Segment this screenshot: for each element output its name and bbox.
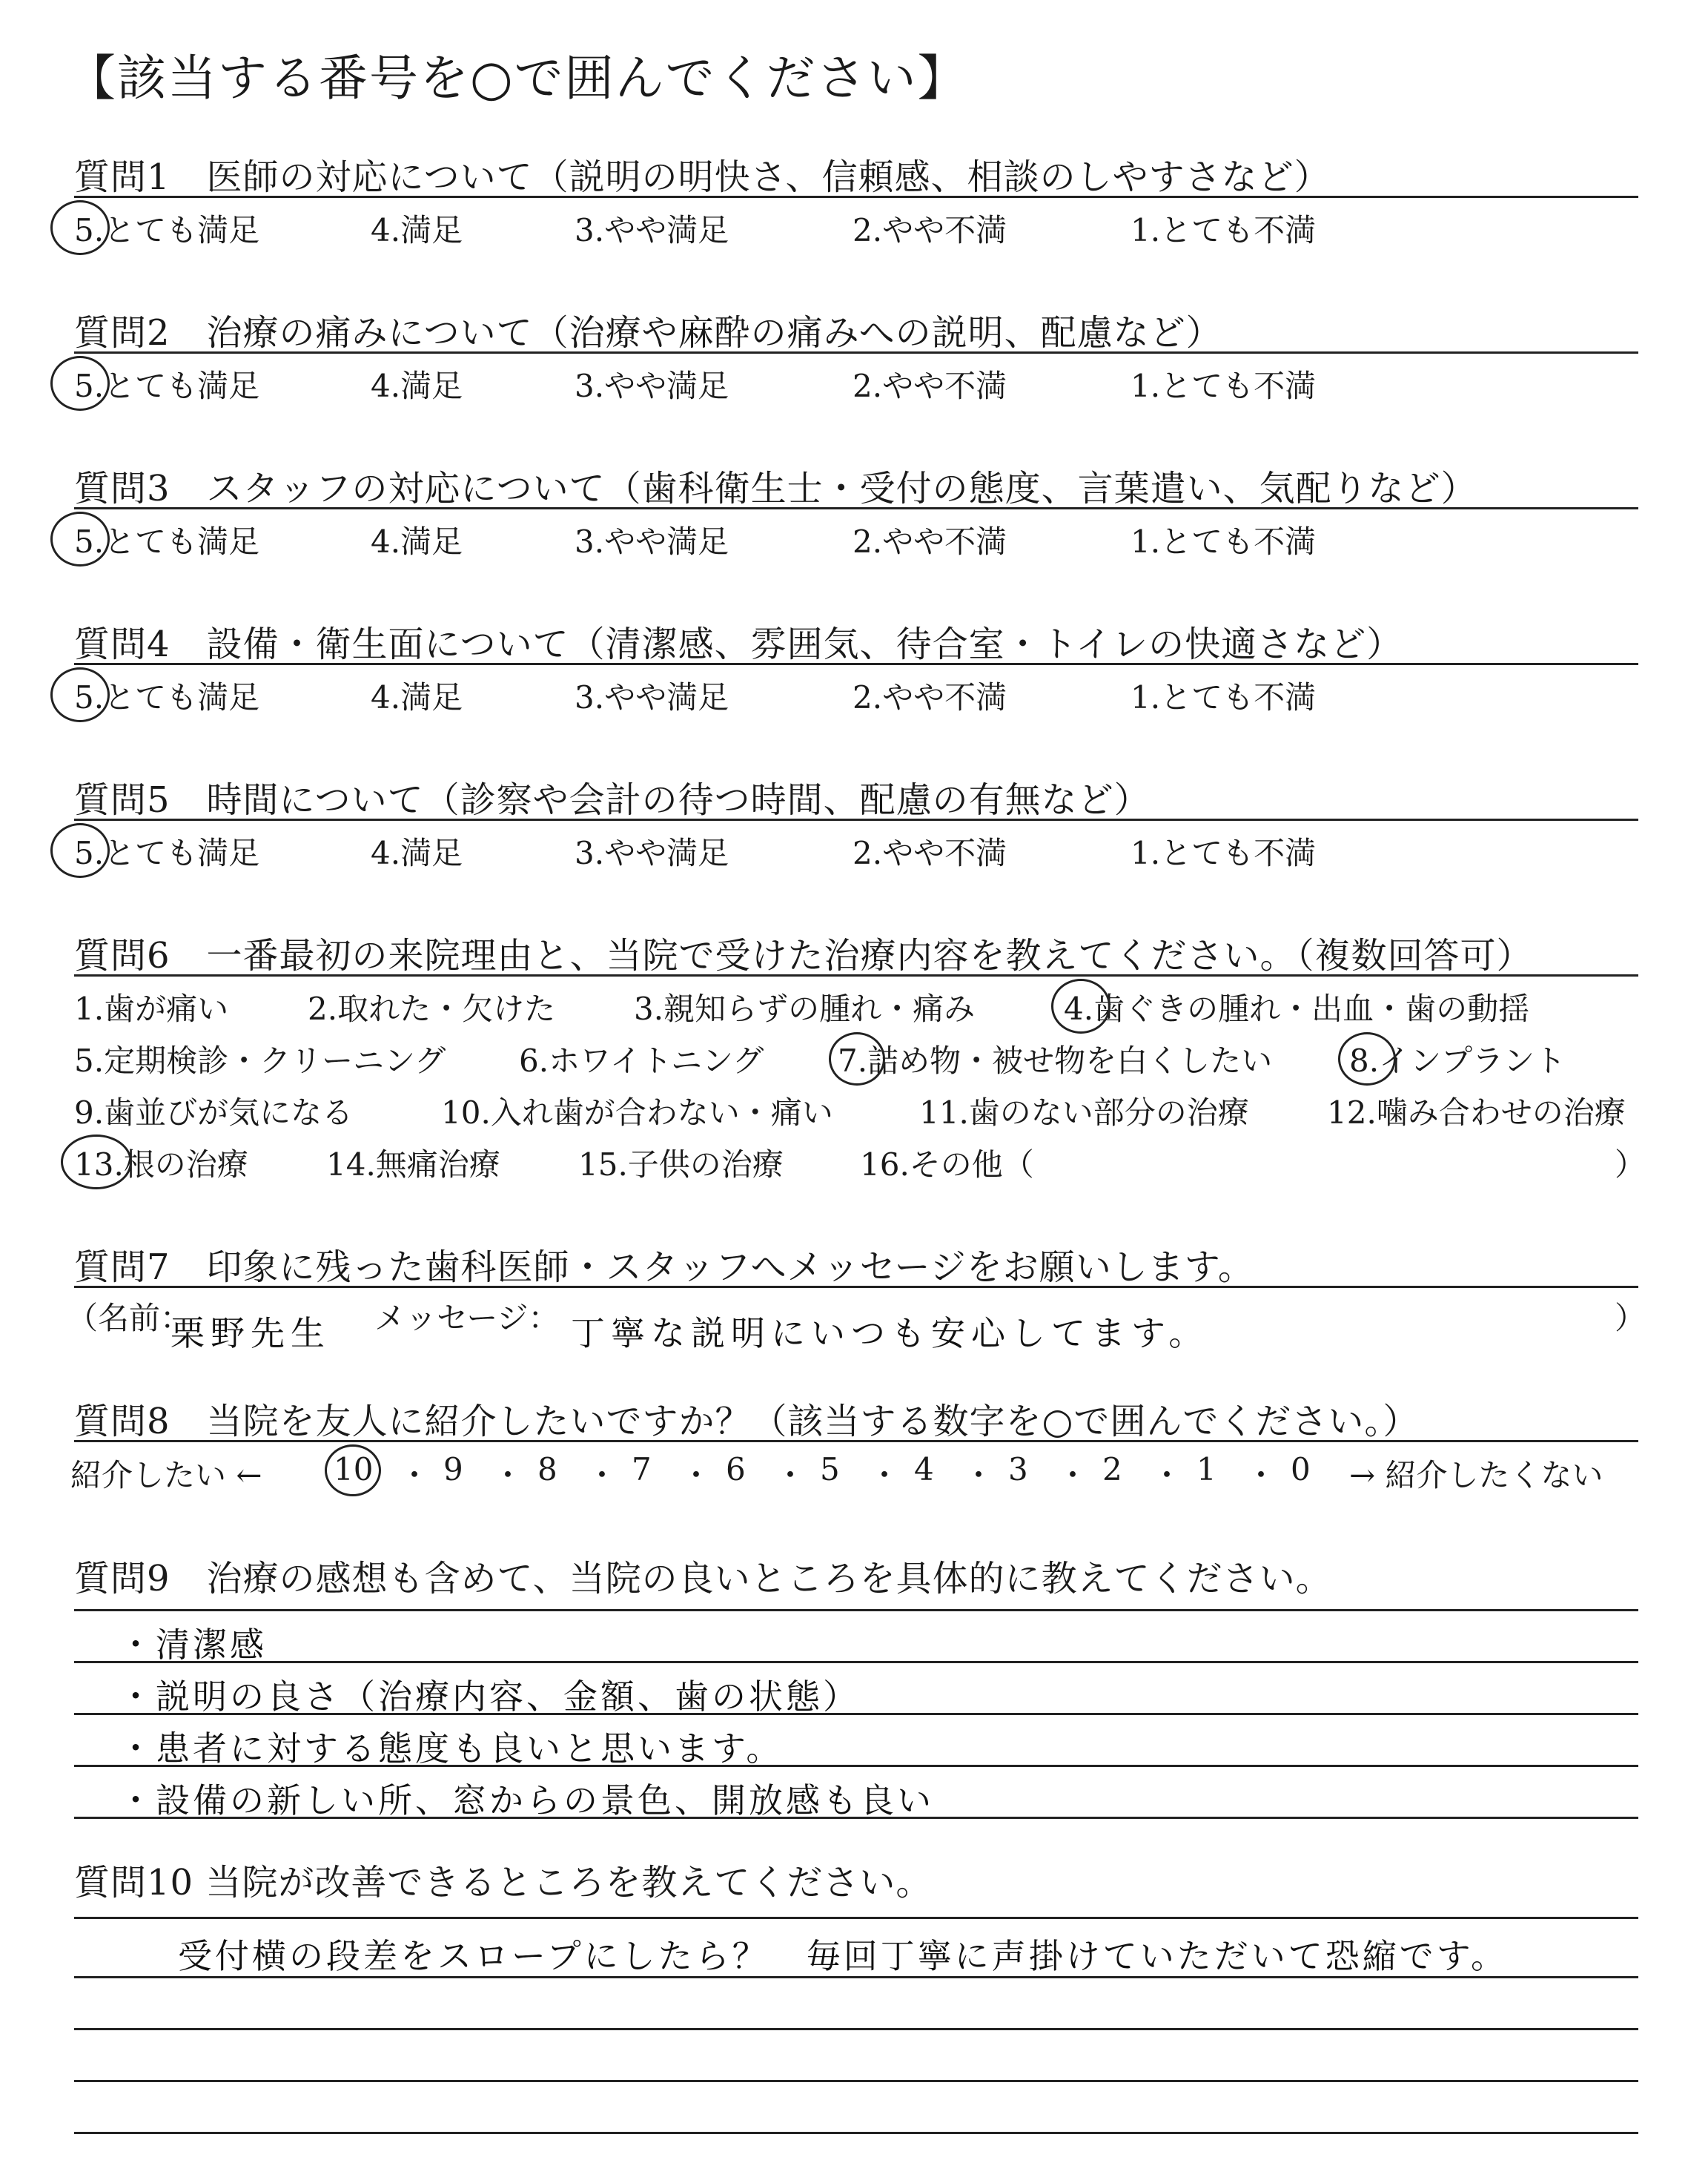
q1-option-2[interactable]: 2.やや不満 [853,212,1007,248]
q8-scale-separator: ・ [586,1457,618,1493]
question-8-text: 質問8 当院を友人に紹介したいですか？（該当する数字を○で囲んでください。） [74,1401,1420,1442]
q8-scale-4[interactable]: 4 [914,1451,934,1487]
q5-option-5[interactable]: 5.とても満足 [74,835,260,871]
q5-option-2[interactable]: 2.やや不満 [853,835,1007,871]
q6-selection-circle-13 [61,1135,132,1189]
q8-left-label: 紹介したい ← [70,1457,262,1493]
q4-option-3[interactable]: 3.やや満足 [575,679,729,716]
q1-selection-circle [50,200,110,255]
q1-option-3[interactable]: 3.やや満足 [575,212,729,248]
q4-option-2[interactable]: 2.やや不満 [853,679,1007,716]
q10-writing-line [74,1917,1638,1919]
q6-option-16[interactable]: 16.その他（ [860,1146,1034,1183]
q5-option-3[interactable]: 3.やや満足 [575,835,729,871]
q8-scale-separator: ・ [1151,1457,1183,1493]
q2-option-4[interactable]: 4.満足 [371,368,463,404]
q6-option-10[interactable]: 10.入れ歯が合わない・痛い [441,1094,833,1131]
q8-selection-circle [325,1444,381,1496]
q8-scale-separator: ・ [869,1457,901,1493]
q8-scale-8[interactable]: 8 [537,1451,557,1487]
q6-option-12[interactable]: 12.噛み合わせの治療 [1327,1094,1626,1131]
q2-option-2[interactable]: 2.やや不満 [853,368,1007,404]
q10-writing-line [74,2132,1638,2134]
q6-option-6[interactable]: 6.ホワイトニング [519,1043,764,1079]
q3-option-2[interactable]: 2.やや不満 [853,524,1007,560]
q8-scale-9[interactable]: 9 [443,1451,463,1487]
q8-scale-separator: ・ [399,1457,431,1493]
q6-option-13[interactable]: 13.根の治療 [74,1146,248,1183]
question-3-rule [74,507,1638,509]
q8-scale-0[interactable]: 0 [1291,1451,1311,1487]
q7-message-label: メッセージ： [374,1300,560,1336]
q6-selection-circle-7 [829,1032,885,1086]
q6-option-15[interactable]: 15.子供の治療 [578,1146,784,1183]
question-1-text: 質問1 医師の対応について（説明の明快さ、信頼感、相談のしやすさなど） [74,156,1331,198]
question-6-rule [74,974,1638,977]
question-5-rule [74,819,1638,821]
q6-option-8[interactable]: 8.インプラント [1349,1043,1566,1079]
question-10-text: 質問10 当院が改善できるところを教えてください。 [74,1862,933,1903]
q2-option-1[interactable]: 1.とても不満 [1131,368,1317,404]
q2-selection-circle [50,356,110,411]
q3-option-3[interactable]: 3.やや満足 [575,524,729,560]
q6-option-2[interactable]: 2.取れた・欠けた [308,991,556,1027]
q1-option-5[interactable]: 5.とても満足 [74,212,260,248]
q4-option-5[interactable]: 5.とても満足 [74,679,260,716]
question-8-rule [74,1440,1638,1442]
q7-message-value[interactable]: 丁寧な説明にいつも安心してます。 [571,1313,1209,1353]
q8-scale-5[interactable]: 5 [820,1451,840,1487]
q9-answer-line[interactable]: ・患者に対する態度も良いと思います。 [119,1728,784,1768]
question-3-text: 質問3 スタッフの対応について（歯科衛生士・受付の態度、言葉遣い、気配りなど） [74,468,1477,509]
q3-option-5[interactable]: 5.とても満足 [74,524,260,560]
q5-option-1[interactable]: 1.とても不満 [1131,835,1317,871]
q8-scale-separator: ・ [681,1457,712,1493]
question-6-text: 質問6 一番最初の来院理由と、当院で受けた治療内容を教えてください。（複数回答可） [74,935,1533,977]
q7-name-label: （名前： [67,1300,192,1336]
question-4-text: 質問4 設備・衛生面について（清潔感、雰囲気、待合室・トイレの快適さなど） [74,624,1403,665]
question-2-rule [74,351,1638,354]
q5-selection-circle [50,823,110,878]
q6-option-7[interactable]: 7.詰め物・被せ物を白くしたい [838,1043,1273,1079]
q5-option-4[interactable]: 4.満足 [371,835,463,871]
q6-other-close-paren: ） [1615,1146,1646,1183]
q9-writing-line [74,1609,1638,1611]
q1-option-4[interactable]: 4.満足 [371,212,463,248]
q8-scale-1[interactable]: 1 [1196,1451,1217,1487]
question-7-rule [74,1286,1638,1288]
q6-selection-circle-4 [1051,979,1110,1034]
q8-scale-7[interactable]: 7 [632,1451,652,1487]
q1-option-1[interactable]: 1.とても不満 [1131,212,1317,248]
q3-selection-circle [50,512,110,567]
q8-scale-10[interactable]: 10 [334,1451,374,1487]
q3-option-1[interactable]: 1.とても不満 [1131,524,1317,560]
question-4-rule [74,663,1638,665]
q8-scale-separator: ・ [492,1457,524,1493]
q6-option-5[interactable]: 5.定期検診・クリーニング [74,1043,446,1079]
question-9-text: 質問9 治療の感想も含めて、当院の良いところを具体的に教えてください。 [74,1558,1332,1599]
question-7-text: 質問7 印象に残った歯科医師・スタッフへメッセージをお願いします。 [74,1246,1254,1288]
q6-option-9[interactable]: 9.歯並びが気になる [74,1094,354,1131]
q7-name-value[interactable]: 栗野先生 [171,1313,331,1353]
q3-option-4[interactable]: 4.満足 [371,524,463,560]
q4-option-4[interactable]: 4.満足 [371,679,463,716]
q10-writing-line [74,2028,1638,2030]
q8-right-label: → 紹介したくない [1349,1457,1603,1493]
q8-scale-6[interactable]: 6 [726,1451,746,1487]
question-2-text: 質問2 治療の痛みについて（治療や麻酔の痛みへの説明、配慮など） [74,312,1222,354]
q8-scale-separator: ・ [1057,1457,1089,1493]
q2-option-3[interactable]: 3.やや満足 [575,368,729,404]
q4-option-1[interactable]: 1.とても不満 [1131,679,1317,716]
q8-scale-separator: ・ [963,1457,995,1493]
q10-answer[interactable]: 受付横の段差をスロープにしたら？ 毎回丁寧に声掛けていただいて恐縮です。 [178,1936,1509,1976]
q6-selection-circle-8 [1338,1032,1396,1086]
question-5-text: 質問5 時間について（診察や会計の待つ時間、配慮の有無など） [74,779,1151,821]
q7-close-paren: ） [1615,1300,1646,1336]
q9-answer-line[interactable]: ・説明の良さ（治療内容、金額、歯の状態） [119,1677,860,1717]
page-title: 【該当する番号を○で囲んでください】 [67,50,968,107]
question-1-rule [74,196,1638,198]
q6-option-4[interactable]: 4.歯ぐきの腫れ・出血・歯の動揺 [1064,991,1530,1027]
q6-option-11[interactable]: 11.歯のない部分の治療 [919,1094,1249,1131]
q8-scale-2[interactable]: 2 [1102,1451,1122,1487]
q6-option-14[interactable]: 14.無痛治療 [326,1146,500,1183]
q2-option-5[interactable]: 5.とても満足 [74,368,260,404]
q4-selection-circle [50,667,110,722]
q8-scale-3[interactable]: 3 [1008,1451,1028,1487]
q10-writing-line [74,2080,1638,2082]
q6-option-3[interactable]: 3.親知らずの腫れ・痛み [634,991,976,1027]
q9-answer-line[interactable]: ・設備の新しい所、窓からの景色、開放感も良い [119,1780,934,1820]
q8-scale-separator: ・ [1245,1457,1277,1493]
q9-writing-line [74,1661,1638,1663]
q8-scale-separator: ・ [775,1457,807,1493]
q9-answer-line[interactable]: ・清潔感 [119,1625,267,1665]
q6-option-1[interactable]: 1.歯が痛い [74,991,229,1027]
